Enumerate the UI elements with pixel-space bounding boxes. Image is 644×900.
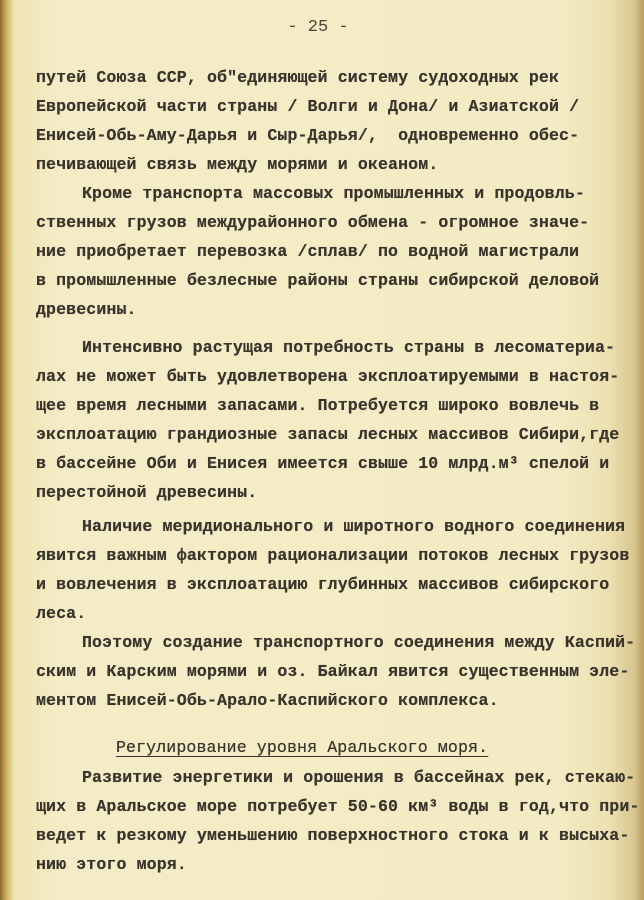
text-line: щее время лесными запасами. Потребуется широко вовлечь в — [36, 396, 600, 415]
text-line: леса. — [36, 604, 87, 623]
text-line: ние приобретает перевозка /сплав/ по водной магистрали — [36, 242, 580, 261]
text-line: Развитие энергетики и орошения в бассейнах рек, стекаю- — [82, 768, 636, 787]
paragraph-3 — [36, 333, 626, 507]
page-number-text: - 25 - — [287, 18, 349, 37]
text-line: Енисей-Обь-Аму-Дарья и Сыр-Дарья/, одновременно обес- — [36, 126, 580, 145]
paragraph-1 — [36, 63, 626, 179]
text-line: лах не может быть удовлетворена эксплоатируемыми в настоя- — [36, 367, 620, 386]
text-line: печивающей связь между морями и океаном. — [36, 155, 439, 174]
text-line: древесины. — [36, 300, 137, 319]
page-number — [0, 18, 644, 37]
text-line: ведет к резкому уменьшению поверхностного стока и к высыха- — [36, 826, 630, 845]
text-line: Поэтому создание транспортного соединения между Каспий- — [82, 633, 636, 652]
section-heading — [36, 733, 626, 762]
text-line: перестойной древесины. — [36, 483, 258, 502]
text-line: щих в Аральское море потребует 50-60 км³ воды в год,что при- — [36, 797, 640, 816]
text-line: ственных грузов междурайонного обмена - огромное значе- — [36, 213, 590, 232]
text-line: Интенсивно растущая потребность страны в лесоматериа- — [82, 338, 616, 357]
paragraph-2 — [36, 179, 626, 324]
paragraph-6 — [36, 763, 640, 879]
text-line: путей Союза ССР, об"единяющей систему судоходных рек — [36, 68, 560, 87]
text-line: и вовлечения в эксплоатацию глубинных массивов сибирского — [36, 575, 610, 594]
text-line: в промышленные безлесные районы страны сибирской деловой — [36, 271, 600, 290]
text-line: Наличие меридионального и широтного водного соединения — [82, 517, 626, 536]
section-heading-text: Регулирование уровня Аральского моря. — [116, 738, 489, 757]
document-body — [36, 63, 640, 879]
text-line: Кроме транспорта массовых промышленных и продовль- — [82, 184, 585, 203]
text-line: ским и Карским морями и оз. Байкал явится существенным эле- — [36, 662, 630, 681]
text-line: эксплоатацию грандиозные запасы лесных массивов Сибири,где — [36, 425, 620, 444]
paragraph-5 — [36, 628, 636, 715]
paragraph-4 — [36, 512, 630, 628]
text-line: Европейской части страны / Волги и Дона/ и Азиатской / — [36, 97, 580, 116]
text-line: нию этого моря. — [36, 855, 187, 874]
text-line: в бассейне Оби и Енисея имеется свыше 10 млрд.м³ спелой и — [36, 454, 610, 473]
text-line: явится важным фактором рационализации потоков лесных грузов — [36, 546, 630, 565]
text-line: ментом Енисей-Обь-Арало-Каспийского комплекса. — [36, 691, 499, 710]
